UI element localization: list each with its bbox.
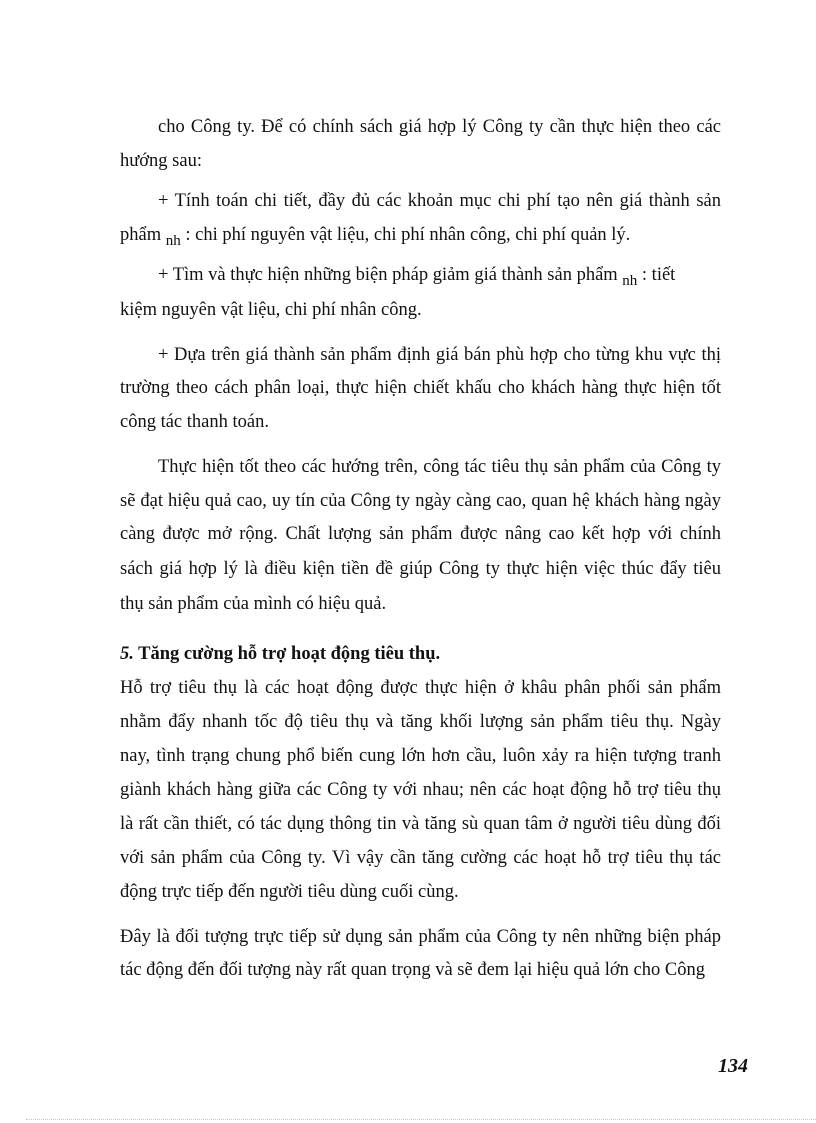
paragraph-line: Hỗ trợ tiêu thụ là các hoạt động được thực hiện ở khâu phân phối sản phẩm [120,678,721,698]
paragraph-line: nay, tình trạng chung phổ biến cung lớn hơn cầu, luôn xảy ra hiện tượng tranh [120,746,721,766]
paragraph-line: kiệm nguyên vật liệu, chi phí nhân công. [120,300,422,320]
paragraph-line: + Tính toán chi tiết, đầy đủ các khoản mục chi phí tạo nên giá thành sản [158,191,721,211]
section-number: 5. [120,644,134,664]
paragraph-line [158,263,675,288]
section-title: Tăng cường hỗ trợ hoạt động tiêu thụ. [133,644,441,664]
paragraph-line: tác động đến đối tượng này rất quan trọng và sẽ đem lại hiệu quả lớn cho Công [120,960,705,980]
paragraph-line: Đây là đối tượng trực tiếp sử dụng sản phẩm của Công ty nên những biện pháp [120,927,721,947]
paragraph-line [120,223,630,248]
paragraph-line: sẽ đạt hiệu quả cao, uy tín của Công ty ngày càng cao, quan hệ khách hàng ngày [120,491,721,511]
paragraph-line: trường theo cách phân loại, thực hiện chiết khấu cho khách hàng thực hiện tốt [120,378,721,398]
paragraph-line: công tác thanh toán. [120,412,269,432]
paragraph-line: với sản phẩm của Công ty. Vì vậy cần tăng cường các hoạt hỗ trợ tiêu thụ tác [120,848,721,868]
subscript-text: nh [622,273,638,289]
paragraph-line: thụ sản phẩm của mình có hiệu quả. [120,594,387,614]
text-span: + Tìm và thực hiện những biện pháp giảm giá thành sản phẩm [158,265,618,285]
paragraph-line: nhằm đẩy nhanh tốc độ tiêu thụ và tăng khối lượng sản phẩm tiêu thụ. Ngày [120,712,721,732]
page-number: 134 [718,1055,748,1077]
paragraph-line: Thực hiện tốt theo các hướng trên, công tác tiêu thụ sản phẩm của Công ty [158,457,721,477]
paragraph-line: càng được mở rộng. Chất lượng sản phẩm được nâng cao kết hợp với chính [120,524,721,544]
paragraph-line: cho Công ty. Để có chính sách giá hợp lý Công ty cần thực hiện theo các [158,117,721,137]
paragraph-line: động trực tiếp đến người tiêu dùng cuối cùng. [120,882,459,902]
paragraph-line: hướng sau: [120,151,202,171]
bottom-divider [26,1119,816,1120]
paragraph-line: giành khách hàng giữa các Công ty với nhau; nên các hoạt động hỗ trợ tiêu thụ [120,780,721,800]
paragraph-line: + Dựa trên giá thành sản phẩm định giá bán phù hợp cho từng khu vực thị [158,345,721,365]
section-heading [120,642,440,666]
paragraph-line: sách giá hợp lý là điều kiện tiền đề giúp Công ty thực hiện việc thúc đẩy tiêu [120,559,721,579]
text-span: phẩm [120,225,162,245]
paragraph-line: là rất cần thiết, có tác dụng thông tin và tăng sù quan tâm ở người tiêu dùng đối [120,814,721,834]
text-span: : tiết [637,265,676,285]
text-span: : chi phí nguyên vật liệu, chi phí nhân công, chi phí quản lý. [180,225,631,245]
subscript-text: nh [165,233,181,249]
